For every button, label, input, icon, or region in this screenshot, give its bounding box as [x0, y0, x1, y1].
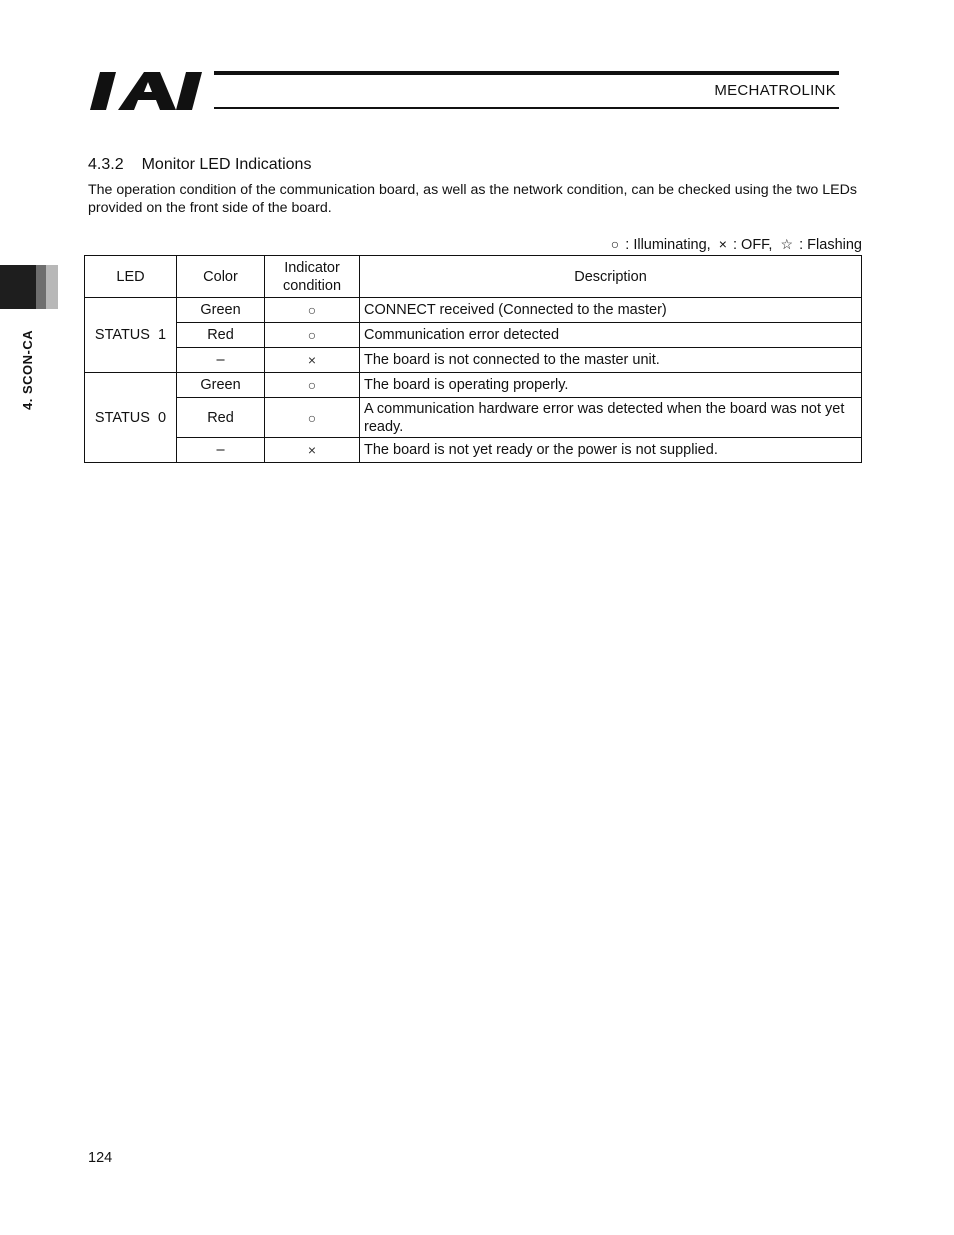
header-color: Color [177, 256, 265, 298]
led-description: A communication hardware error was detected when the board was not yet ready. [360, 398, 862, 438]
indicator-icon: ○ [265, 373, 360, 398]
legend-illuminating: : Illuminating, [625, 237, 711, 253]
section-number: 4.3.2 [88, 156, 124, 173]
legend-flashing: : Flashing [799, 237, 862, 253]
led-description: The board is operating properly. [360, 373, 862, 398]
table-row [85, 373, 862, 398]
header-description: Description [360, 256, 862, 298]
indicator-icon: ○ [265, 298, 360, 323]
led-color: Red [177, 398, 265, 438]
table-header-row [85, 256, 862, 298]
header-rule-top [214, 71, 839, 75]
led-color: Green [177, 298, 265, 323]
led-description: Communication error detected [360, 323, 862, 348]
table-row [85, 348, 862, 373]
indicator-icon: × [265, 348, 360, 373]
indicator-icon: ○ [265, 323, 360, 348]
header-led: LED [85, 256, 177, 298]
symbol-legend [611, 236, 862, 253]
led-indication-table [84, 255, 862, 463]
iai-logo [90, 70, 208, 112]
illuminating-icon: ○ [610, 236, 620, 252]
indicator-icon: × [265, 438, 360, 463]
indicator-icon: ○ [265, 398, 360, 438]
header-indicator: Indicator condition [265, 256, 360, 298]
led-color: Green [177, 373, 265, 398]
chapter-tab [0, 265, 58, 309]
led-color: Red [177, 323, 265, 348]
section-title: Monitor LED Indications [141, 156, 312, 173]
page-number: 124 [88, 1150, 113, 1166]
table-row [85, 398, 862, 438]
led-description: CONNECT received (Connected to the master) [360, 298, 862, 323]
legend-off: : OFF, [732, 237, 773, 253]
header-rule-bottom [214, 107, 839, 109]
led-name: STATUS 1 [85, 298, 177, 373]
table-row [85, 323, 862, 348]
led-color: – [177, 438, 265, 463]
led-color: – [177, 348, 265, 373]
led-description: The board is not yet ready or the power is not supplied. [360, 438, 862, 463]
table-row [85, 438, 862, 463]
led-name: STATUS 0 [85, 373, 177, 463]
led-description: The board is not connected to the master unit. [360, 348, 862, 373]
table-row [85, 298, 862, 323]
section-heading [88, 156, 311, 174]
chapter-label: 4. SCON-CA [20, 329, 35, 410]
off-icon: × [718, 236, 727, 252]
header-subtitle: MECHATROLINK [714, 82, 836, 99]
flashing-icon: ☆ [780, 236, 794, 252]
intro-paragraph: The operation condition of the communication board, as well as the network condition, can be checked using the two LEDs provided on the front side of the board. [88, 182, 857, 216]
